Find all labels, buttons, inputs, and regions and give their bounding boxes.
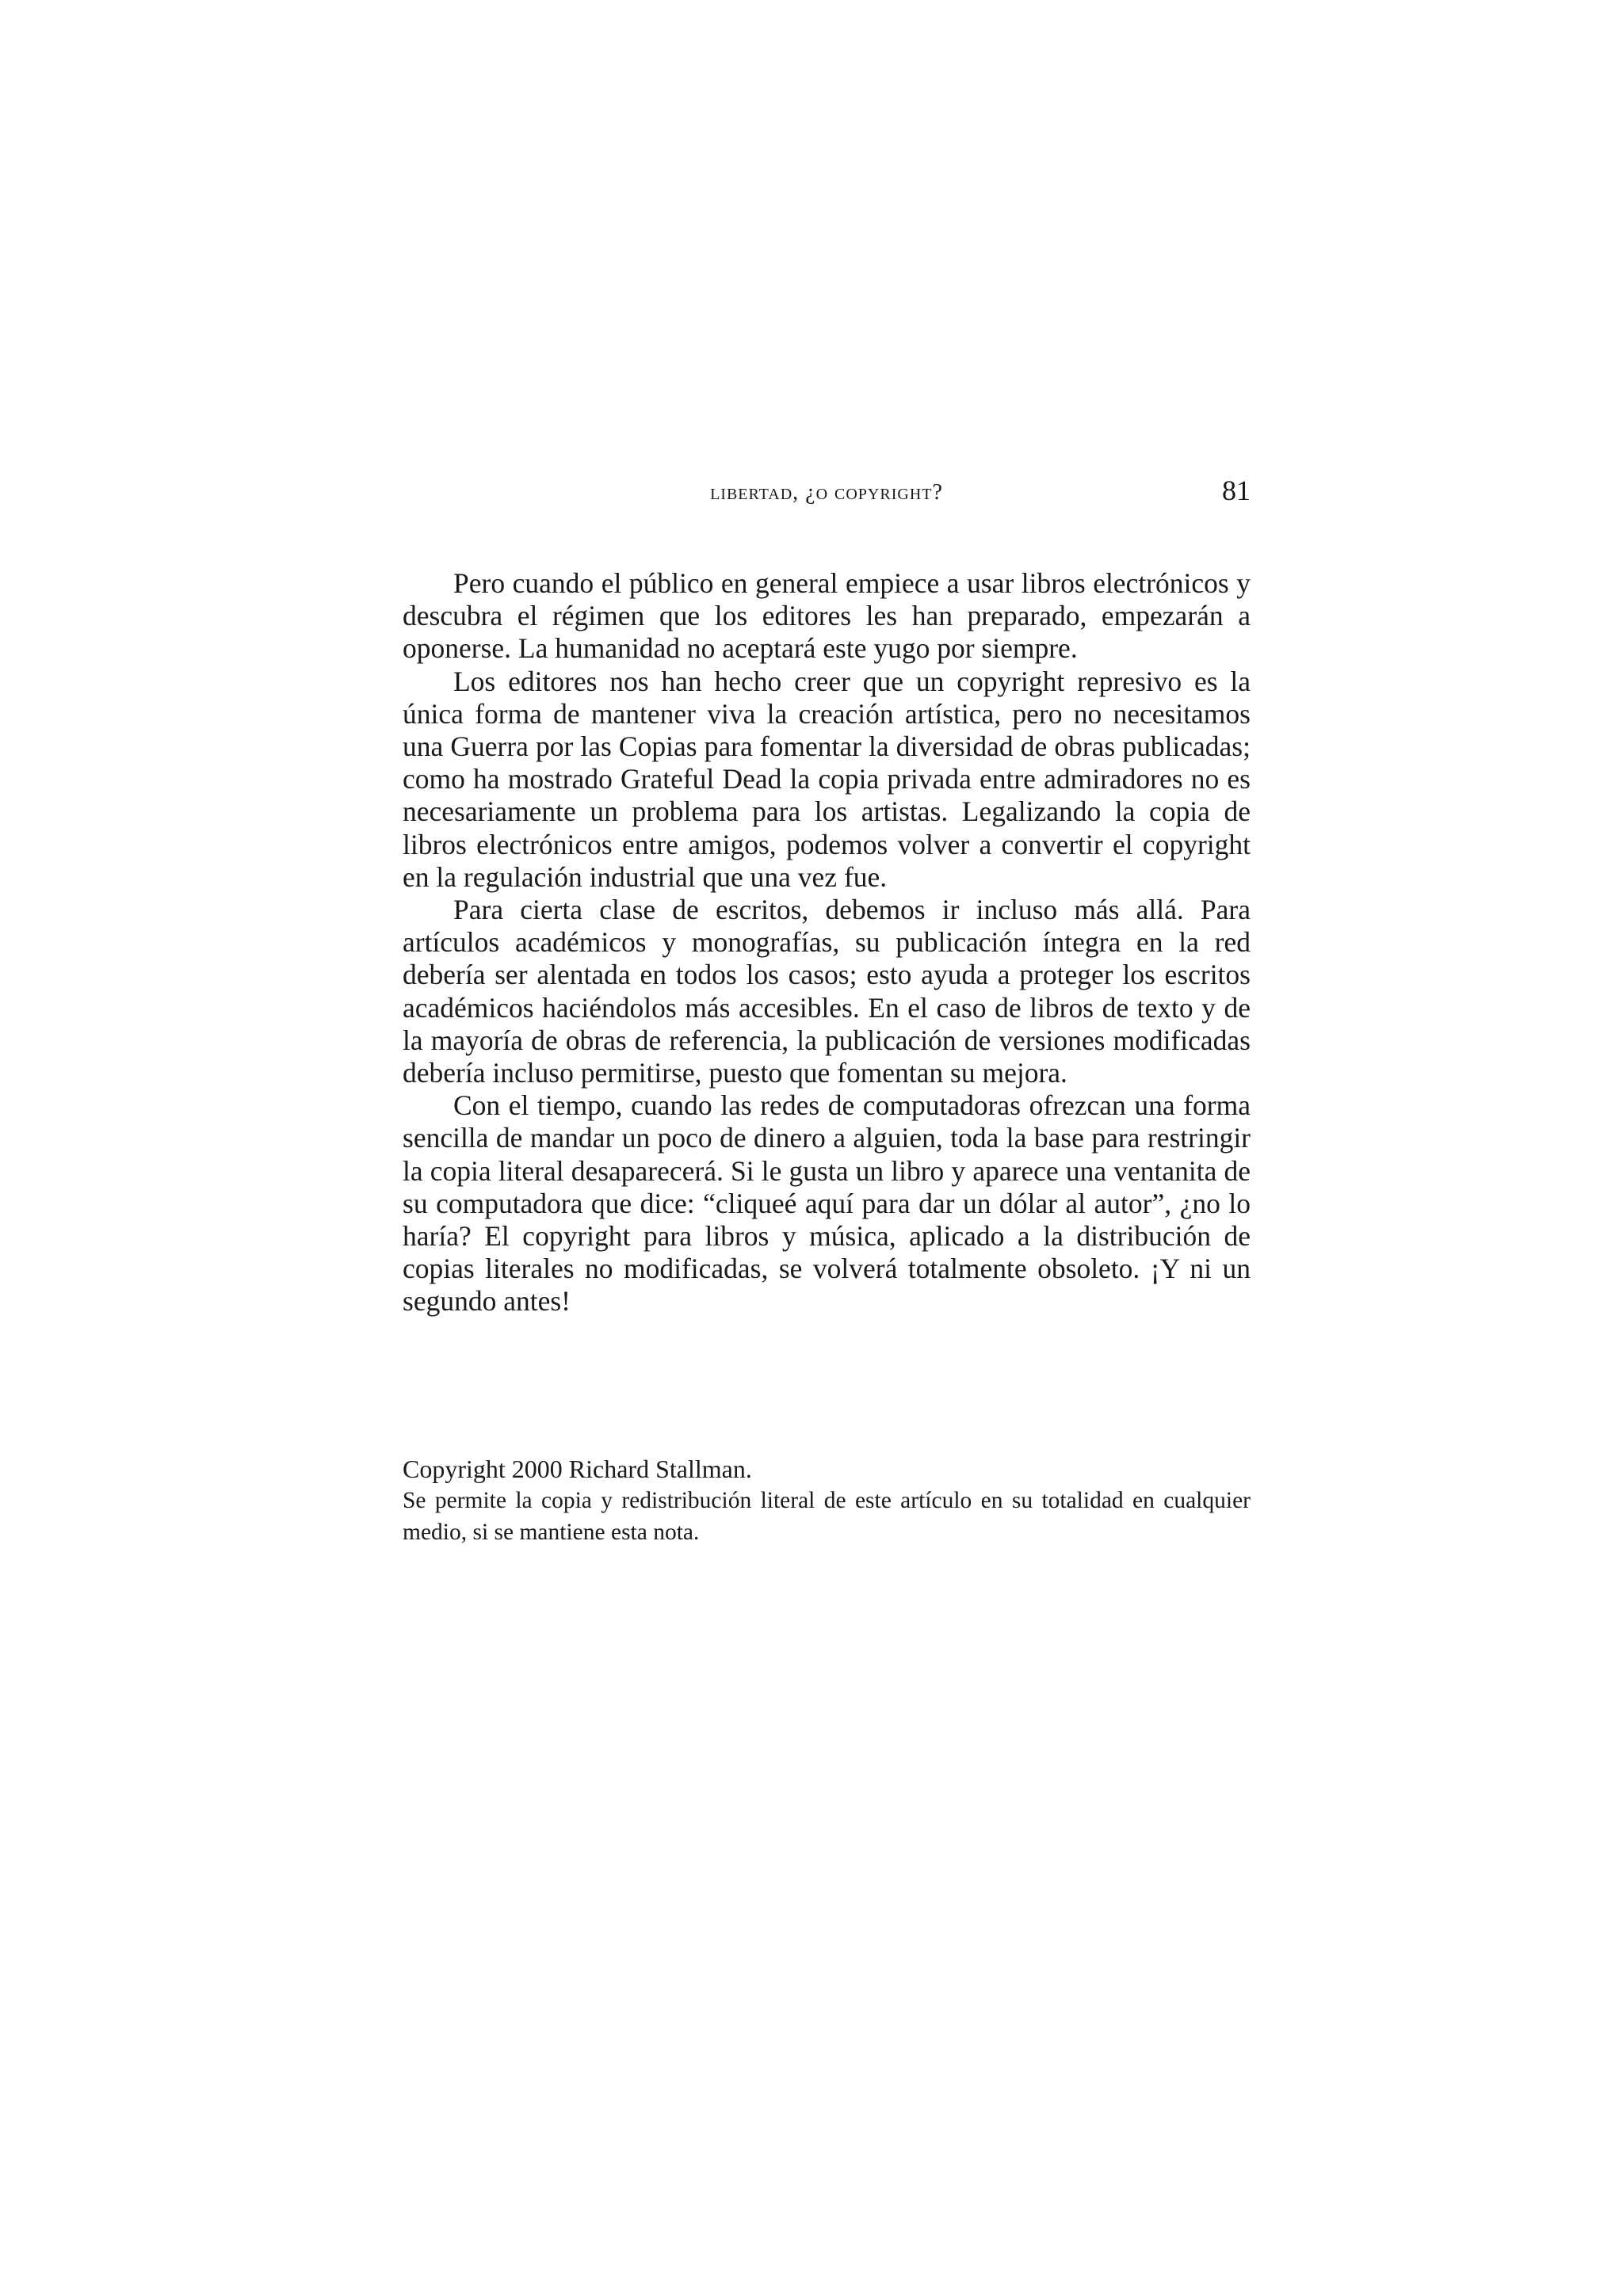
paragraph: Con el tiempo, cuando las redes de computadoras ofrezcan una forma sencilla de mandar un poco de dinero a alguien, toda la base para restringir la copia literal desaparecerá. Si le gusta un libro y aparece una ventanita de su computadora que dice: “cliqueé aquí para dar un dólar al autor”, ¿no lo haría? El copyright para libros y música, aplicado a la distribución de copias literales no modificadas, se volverá totalmente obsoleto. ¡Y ni un segundo antes! — [403, 1089, 1251, 1318]
copyright-notice — [403, 1453, 1251, 1548]
page-number: 81 — [1222, 475, 1251, 506]
license-line: Se permite la copia y redistribución literal de este artículo en su totalidad en cualquier medio, si se mantiene esta nota. — [403, 1488, 1251, 1545]
body-text — [403, 567, 1251, 1318]
running-head — [403, 474, 1251, 513]
paragraph: Pero cuando el público en general empiece a usar libros electrónicos y descubra el régimen que los editores les han preparado, empezarán a oponerse. La humanidad no aceptará este yugo por siempre. — [403, 567, 1251, 665]
paragraph: Para cierta clase de escritos, debemos ir incluso más allá. Para artículos académicos y monografías, su publicación íntegra en la red debería ser alentada en todos los casos; esto ayuda a proteger los escritos académicos haciéndolos más accesibles. En el caso de libros de texto y de la mayoría de obras de referencia, la publicación de versiones modificadas debería incluso permitirse, puesto que fomentan su mejora. — [403, 894, 1251, 1089]
running-title: libertad, ¿o copyright? — [710, 480, 943, 505]
copyright-line: Copyright 2000 Richard Stallman. — [403, 1455, 752, 1483]
paragraph: Los editores nos han hecho creer que un copyright represivo es la única forma de mantener viva la creación artística, pero no necesitamos una Guerra por las Copias para fomentar la diversidad de obras publicadas; como ha mostrado Grateful Dead la copia privada entre admiradores no es necesariamente un problema para los artistas. Legalizando la copia de libros electrónicos entre amigos, podemos volver a convertir el copyright en la regulación industrial que una vez fue. — [403, 665, 1251, 893]
